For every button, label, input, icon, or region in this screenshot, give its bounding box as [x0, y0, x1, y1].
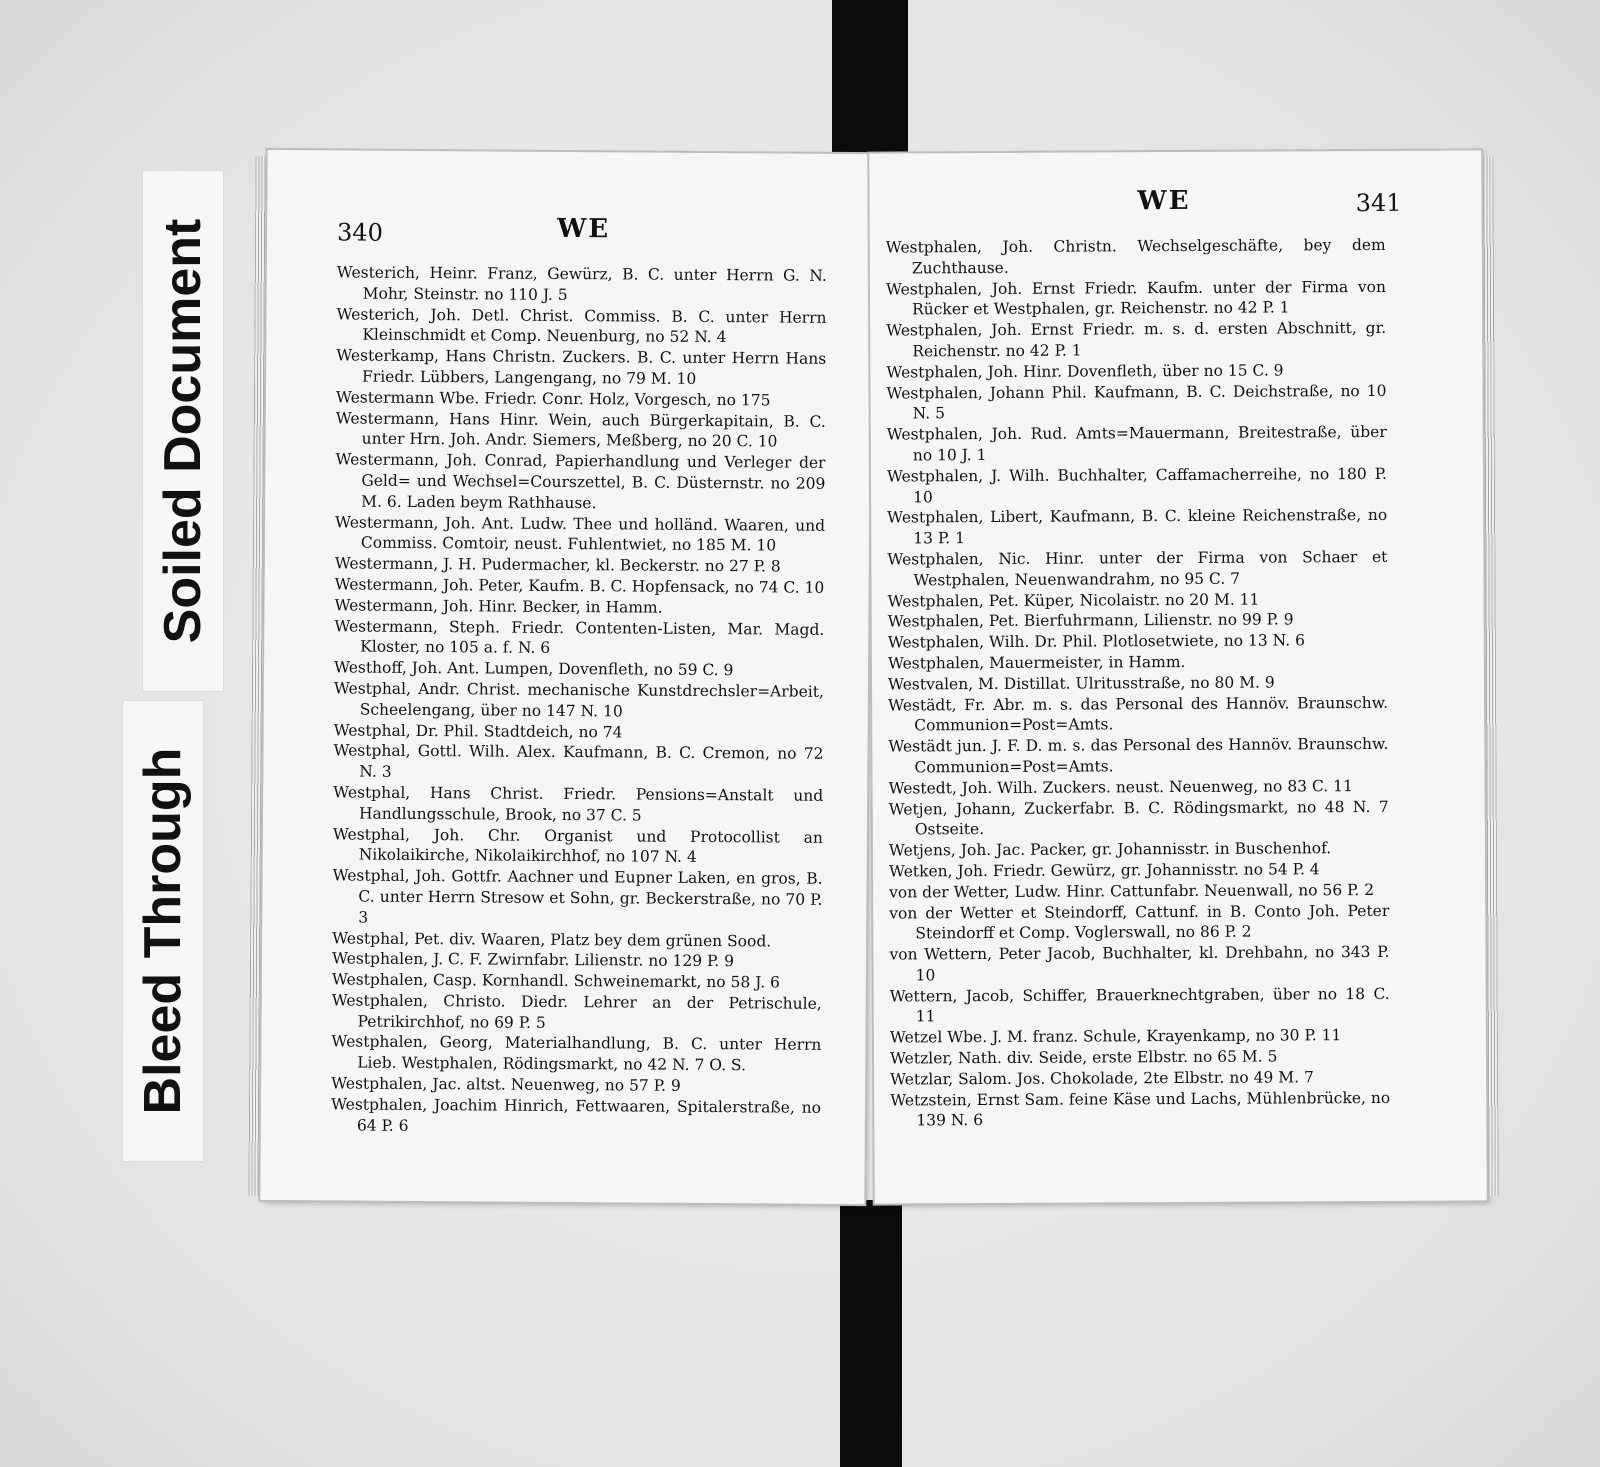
directory-entry: Westphalen, Casp. Kornhandl. Schweinemarkt, no 58 J. 6	[331, 970, 781, 992]
left-page	[260, 150, 871, 1204]
directory-entry: Westermann, Joh. Conrad, Papierhandlung und Verleger der Geld= und Wechsel=Courszettel, B. C. Düsternstr. no 209 M. 6. Laden beym Rathhause.	[335, 450, 826, 512]
directory-entry: Wettern, Jacob, Schiffer, Brauerknechtgraben, über no 18 C. 11	[889, 984, 1390, 1026]
directory-entry: Westphalen, J. C. F. Zwirnfabr. Lilienstr. no 129 P. 9	[331, 949, 735, 971]
directory-entry: Westhoff, Joh. Ant. Lumpen, Dovenfleth, no 59 C. 9	[333, 658, 734, 680]
right-running-head: WE	[1137, 185, 1191, 217]
directory-entry: Westphal, Joh. Gottfr. Aachner und Eupner Laken, en gros, B. C. unter Herrn Stresow et Sohn, gr. Beckerstraße, no 70 P. 3	[332, 866, 823, 927]
directory-entry: Westphal, Andr. Christ. mechanische Kunstdrechsler=Arbeit, Scheelengang, über no 147 N. 10	[333, 679, 824, 721]
directory-entry: von der Wetter, Ludw. Hinr. Cattunfabr. Neuenwall, no 56 P. 2	[889, 880, 1375, 902]
directory-entry: Westphalen, Joh. Ernst Friedr. Kaufm. unter der Firma von Rücker et Westphalen, gr. Reichenstr. no 42 P. 1	[885, 277, 1387, 319]
directory-entry: Westphal, Hans Christ. Friedr. Pensions=Anstalt und Handlungsschule, Brook, no 37 C. 5	[333, 783, 824, 825]
directory-entry: Westerkamp, Hans Christn. Zuckers. B. C. unter Herrn Hans Friedr. Lübbers, Langengang, no 79 M. 10	[336, 346, 827, 388]
directory-entry: Wetzler, Nath. div. Seide, erste Elbstr. no 65 M. 5	[889, 1047, 1278, 1068]
directory-entry: Westphalen, Christo. Diedr. Lehrer an der Petrischule, Petrikirchhof, no 69 P. 5	[331, 991, 822, 1032]
directory-entry: Westedt, Joh. Wilh. Zuckers. neust. Neuenweg, no 83 C. 11	[888, 776, 1353, 798]
directory-entry: Westermann, J. H. Pudermacher, kl. Beckerstr. no 27 P. 8	[334, 554, 781, 576]
directory-entry: Wetzel Wbe. J. M. franz. Schule, Krayenkamp, no 30 P. 11	[889, 1026, 1342, 1047]
directory-entry: Westphalen, J. Wilh. Buchhalter, Caffamacherreihe, no 180 P. 10	[886, 464, 1387, 506]
directory-entry: von Wettern, Peter Jacob, Buchhalter, kl. Drehbahn, no 343 P. 10	[889, 942, 1390, 985]
directory-entry: Westerich, Joh. Detl. Christ. Commiss. B. C. unter Herrn Kleinschmidt et Comp. Neuenburg, no 52 N. 4	[336, 304, 827, 347]
binding-bar-bottom	[840, 1200, 902, 1467]
directory-entry: Westphalen, Joh. Christn. Wechselgeschäfte, bey dem Zuchthause.	[885, 235, 1386, 278]
right-entry-list	[886, 235, 1391, 1132]
directory-entry: Westermann, Hans Hinr. Wein, auch Bürgerkapitain, B. C. unter Hrn. Joh. Andr. Siemers, Meßberg, no 20 C. 10	[335, 408, 826, 451]
directory-entry: Westphalen, Wilh. Dr. Phil. Plotlosetwiete, no 13 N. 6	[887, 631, 1305, 652]
left-running-head: WE	[557, 213, 611, 245]
directory-entry: Wetjens, Joh. Jac. Packer, gr. Johannisstr. in Buschenhof.	[888, 839, 1332, 860]
directory-entry: Westädt jun. J. F. D. m. s. das Personal des Hannöv. Braunschw. Communion=Post=Amts.	[888, 735, 1389, 777]
directory-entry: Westphal, Pet. div. Waaren, Platz bey dem grünen Sood.	[332, 928, 772, 950]
directory-entry: Westphal, Dr. Phil. Stadtdeich, no 74	[333, 720, 623, 741]
directory-entry: Westphalen, Pet. Küper, Nicolaistr. no 20 M. 11	[887, 590, 1260, 611]
directory-entry: Westphalen, Pet. Bierfuhrmann, Lilienstr. no 99 P. 9	[887, 610, 1294, 631]
directory-entry: Westphal, Joh. Chr. Organist und Protocollist an Nikolaikirche, Nikolaikirchhof, no 107 N. 4	[332, 824, 823, 867]
directory-entry: Westphalen, Joh. Rud. Amts=Mauermann, Breitestraße, über no 10 J. 1	[886, 423, 1387, 465]
directory-entry: von der Wetter et Steindorff, Cattunf. in B. Conto Joh. Peter Steindorff et Comp. Voglerswall, no 86 P. 2	[889, 901, 1390, 943]
directory-entry: Westermann, Joh. Ant. Ludw. Thee und holländ. Waaren, und Commiss. Comtoir, neust. Fuhlentwiet, no 185 M. 10	[335, 512, 826, 555]
directory-entry: Westphal, Gottl. Wilh. Alex. Kaufmann, B. C. Cremon, no 72 N. 3	[333, 741, 824, 781]
bleed-through-text: Bleed Through	[134, 747, 192, 1115]
left-entry-list	[331, 262, 827, 1139]
right-page-number: 341	[1355, 188, 1402, 218]
directory-entry: Westphalen, Libert, Kaufmann, B. C. kleine Reichenstraße, no 13 P. 1	[887, 506, 1388, 548]
binding-bar-top	[832, 0, 908, 168]
directory-entry: Westphalen, Johann Phil. Kaufmann, B. C. Deichstraße, no 10 N. 5	[886, 381, 1387, 423]
directory-entry: Westermann, Joh. Peter, Kaufm. B. C. Hopfensack, no 74 C. 10	[334, 575, 825, 597]
bleed-through-label	[122, 700, 204, 1162]
directory-entry: Westphalen, Joh. Hinr. Dovenfleth, über no 15 C. 9	[886, 361, 1284, 382]
right-page	[869, 150, 1486, 1203]
directory-entry: Westphalen, Mauermeister, in Hamm.	[887, 652, 1186, 673]
directory-entry: Wetken, Joh. Friedr. Gewürz, gr. Johannisstr. no 54 P. 4	[888, 860, 1320, 881]
directory-entry: Wetzlar, Salom. Jos. Chokolade, 2te Elbstr. no 49 M. 7	[890, 1068, 1314, 1089]
directory-entry: Westphalen, Joh. Ernst Friedr. m. s. d. ersten Abschnitt, gr. Reichenstr. no 42 P. 1	[886, 319, 1387, 361]
directory-entry: Westphalen, Jac. altst. Neuenweg, no 57 P. 9	[331, 1074, 681, 1095]
directory-entry: Wetzstein, Ernst Sam. feine Käse und Lachs, Mühlenbrücke, no 139 N. 6	[890, 1088, 1391, 1130]
left-page-number: 340	[337, 218, 384, 247]
directory-entry: Westphalen, Georg, Materialhandlung, B. C. unter Herrn Lieb. Westphalen, Rödingsmarkt, no 42 N. 7 O. S.	[331, 1032, 822, 1075]
soiled-document-text: Soiled Document	[154, 218, 212, 644]
directory-entry: Westermann, Steph. Friedr. Contenten-Listen, Mar. Magd. Kloster, no 105 a. f. N. 6	[334, 616, 825, 658]
directory-entry: Westermann, Joh. Hinr. Becker, in Hamm.	[334, 596, 663, 617]
directory-entry: Westerich, Heinr. Franz, Gewürz, B. C. unter Herrn G. N. Mohr, Steinstr. no 110 J. 5	[336, 263, 827, 304]
directory-entry: Wetjen, Johann, Zuckerfabr. B. C. Rödingsmarkt, no 48 N. 7 Ostseite.	[888, 797, 1389, 839]
directory-entry: Westermann Wbe. Friedr. Conr. Holz, Vorgesch, no 175	[335, 388, 771, 410]
directory-entry: Westvalen, M. Distillat. Ulritusstraße, no 80 M. 9	[887, 673, 1275, 694]
directory-entry: Westphalen, Joachim Hinrich, Fettwaaren, Spitalerstraße, no 64 P. 6	[330, 1095, 822, 1135]
soiled-document-label	[142, 170, 224, 692]
directory-entry: Westädt, Fr. Abr. m. s. das Personal des Hannöv. Braunschw. Communion=Post=Amts.	[888, 693, 1389, 735]
directory-entry: Westphalen, Nic. Hinr. unter der Firma von Schaer et Westphalen, Neuenwandrahm, no 95 C. 7	[887, 547, 1388, 590]
